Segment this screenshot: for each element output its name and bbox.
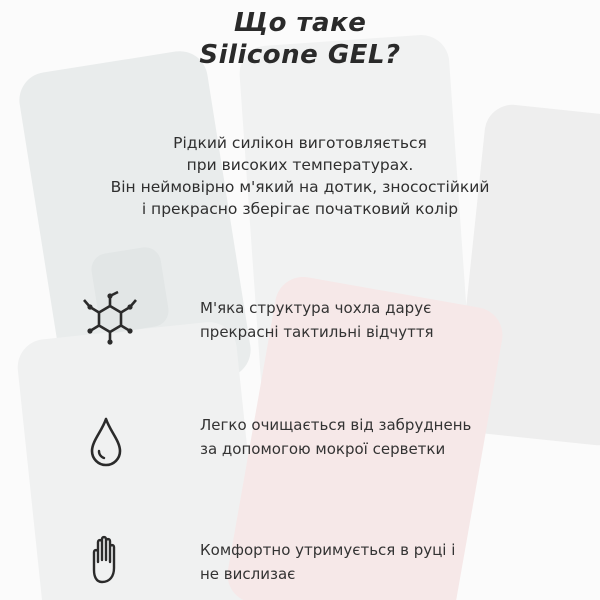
page-title-line-2: Silicone GEL? — [199, 40, 401, 70]
feature-line: за допомогою мокрої серветки — [200, 440, 446, 458]
feature-line: Комфортно утримується в руці і — [200, 541, 456, 559]
page-title-line-1: Що таке — [233, 8, 367, 38]
intro-paragraph — [30, 132, 570, 220]
feature-line: Легко очищається від забруднень — [200, 416, 472, 434]
feature-text — [200, 296, 570, 344]
molecule-icon — [80, 290, 140, 350]
feature-line: прекрасні тактильні відчуття — [200, 323, 434, 341]
feature-line: не вислизає — [200, 565, 296, 583]
intro-line: при високих температурах. — [186, 156, 414, 174]
feature-text — [200, 538, 570, 586]
hand-icon — [80, 530, 140, 590]
feature-text — [200, 413, 570, 461]
water-drop-icon — [80, 413, 140, 473]
intro-line: Рідкий силікон виготовляється — [173, 134, 427, 152]
intro-line: і прекрасно зберігає початковий колір — [141, 200, 459, 218]
intro-line: Він неймовірно м'який на дотик, зносостійкий — [110, 178, 490, 196]
feature-line: М'яка структура чохла дарує — [200, 299, 432, 317]
